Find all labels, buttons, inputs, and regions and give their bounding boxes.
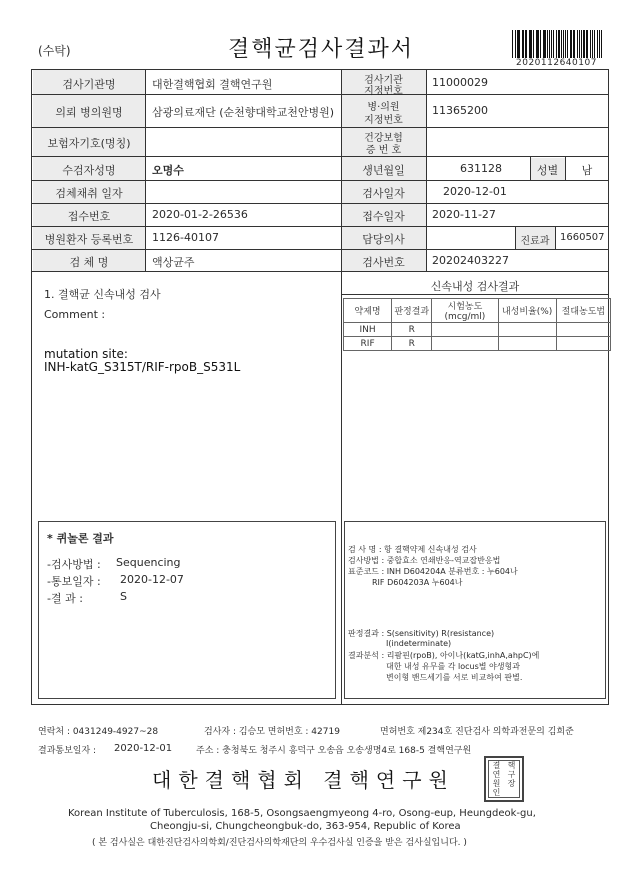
seal-char: 핵 (507, 761, 516, 770)
comment-label: Comment : (44, 308, 106, 321)
barcode-bar (529, 30, 530, 58)
insurer-label: 보험자기호(명칭) (47, 137, 131, 150)
barcode-bar (563, 30, 564, 58)
address-en-1: Korean Institute of Tuberculosis, 168-5, Osongsaengmyeong 4-ro, Osong-eup, Heungdeok-gu, (68, 808, 536, 819)
req-code-label-1: 병·의원 (367, 102, 400, 113)
barcode-bar (525, 30, 526, 58)
barcode-number: 2020112640107 (516, 58, 597, 68)
note-line: 결과분석 : 리팜핀(rpoB), 아이나(katG,inhA,ahpC)에 (348, 651, 540, 660)
sex-label: 성별 (536, 164, 559, 177)
note-line: 대한 내성 유무를 각 locus별 야생형과 (386, 662, 520, 671)
req-code-value: 11365200 (432, 104, 488, 117)
inst-code-value: 11000029 (432, 76, 488, 89)
note-line: 변이형 밴드세기를 서로 비교하여 판별. (386, 673, 523, 682)
barcode-bar (533, 30, 534, 58)
barcode-bar (567, 30, 568, 58)
quinolone-box (38, 521, 336, 699)
req-code-label-2: 지정번호 (364, 115, 403, 126)
barcode-bar (583, 30, 584, 58)
barcode-bar (579, 30, 580, 58)
patient-label: 수검자성명 (62, 164, 116, 177)
susceptibility-table (343, 298, 611, 351)
sex-value: 남 (581, 164, 593, 177)
specimen-value: 액상균주 (152, 256, 195, 269)
barcode-bar (599, 30, 600, 58)
test-no-label: 검사번호 (362, 256, 405, 269)
barcode-bar (594, 30, 596, 58)
barcode-bar (573, 30, 575, 58)
report-date-value: 2020-12-01 (114, 743, 173, 754)
receipt-date-value: 2020-11-27 (432, 208, 496, 221)
doctor-label: 담당의사 (362, 233, 405, 246)
barcode-bar (518, 30, 519, 58)
report-date-label: 결과통보일자 : (38, 746, 97, 756)
method-label: -검사방법 : (47, 558, 101, 571)
health-label-1: 건강보험 (364, 133, 403, 144)
barcode-bar (581, 30, 582, 58)
barcode-bar (590, 30, 591, 58)
req-value: 삼광의료재단 (순천향대학교천안병원) (152, 106, 335, 119)
seal-char: 결 (492, 761, 501, 770)
receipt-no-label: 접수번호 (67, 210, 111, 223)
barcode-bar (601, 30, 602, 58)
note-line: 판정결과 : S(sensitivity) R(resistance) (348, 629, 495, 638)
specimen-label: 검 체 명 (69, 256, 109, 269)
result-rif: R (392, 337, 432, 351)
barcode-bar (597, 30, 598, 58)
barcode-bar (587, 30, 588, 58)
address-en-2: Cheongju-si, Chungcheongbuk-do, 363-954, Republic of Korea (150, 821, 461, 832)
barcode-bar (515, 30, 516, 58)
method-value: Sequencing (116, 556, 181, 569)
inst-code-label-1: 검사기관 (364, 75, 403, 86)
hosp-no-value: 1126-40107 (152, 231, 219, 244)
barcode-bar (540, 30, 541, 58)
note-line: 검사방법 : 중합효소 연쇄반응-역교잡반응법 (348, 556, 501, 565)
col-conc: 시험농도(mcg/ml) (432, 299, 498, 323)
barcode-bar (553, 30, 554, 58)
quinolone-title: * 퀴놀론 결과 (47, 532, 114, 545)
test-date-value: 2020-12-01 (443, 185, 507, 198)
barcode-bar (530, 30, 531, 58)
note-line: I(indeterminate) (386, 639, 452, 648)
barcode-bar (592, 30, 593, 58)
patient-value: 오명수 (152, 164, 184, 177)
barcode-bar (549, 30, 550, 58)
barcode-bar (512, 30, 513, 58)
report-label: -통보일자 : (47, 575, 101, 588)
mutation-label: mutation site: (44, 347, 128, 361)
right-panel-title: 신속내성 검사결과 (430, 280, 520, 293)
note-line: 표준코드 : INH D604204A 분류번호 : 누604나 (348, 567, 518, 576)
dept-value: 1660507 (560, 232, 605, 243)
inspector: 검사자 : 김승모 면허번호 : 42719 (204, 727, 340, 737)
page-title: 결핵균검사결과서 (228, 37, 415, 62)
col-ratio: 내성비율(%) (498, 299, 556, 323)
barcode-bar (571, 30, 572, 58)
barcode-bar (517, 30, 518, 58)
col-absolute: 절대농도법 (556, 299, 610, 323)
seal-char: 구 (507, 770, 516, 779)
hosp-no-label: 병원환자 등록번호 (44, 233, 134, 246)
barcode-bar (570, 30, 571, 58)
dob-value: 631128 (460, 162, 502, 175)
seal-char: 장 (507, 779, 516, 788)
barcode-bar (537, 30, 539, 58)
drug-inh: INH (344, 323, 392, 337)
barcode-bar (522, 30, 524, 58)
seal-char: 인 (492, 788, 501, 797)
inst-value: 대한결핵협회 결핵연구원 (152, 78, 273, 91)
note-line: RIF D604203A 누604나 (372, 578, 463, 587)
barcode-bar (561, 30, 562, 58)
col-result: 판정결과 (392, 299, 432, 323)
req-label: 의뢰 병의원명 (55, 106, 123, 119)
dept-label: 진료과 (520, 236, 550, 247)
result-inh: R (392, 323, 432, 337)
drug-rif: RIF (344, 337, 392, 351)
contact: 연락처 : 0431249-4927~28 (38, 727, 159, 737)
inst-code-label-2: 지정번호 (364, 86, 403, 97)
test-date-label: 검사일자 (362, 187, 405, 200)
barcode (512, 30, 604, 58)
inst-label: 검사기관명 (62, 78, 116, 91)
barcode-bar (543, 30, 544, 58)
receipt-no-value: 2020-01-2-26536 (152, 208, 248, 221)
mutation-value: INH-katG_S315T/RIF-rpoB_S531L (44, 360, 241, 374)
result-value: S (120, 590, 127, 603)
address-kr: 주소 : 충청북도 청주시 흥덕구 오송읍 오송생명4로 168-5 결핵연구원 (196, 746, 472, 756)
barcode-bar (558, 30, 560, 58)
seal-char: 원 (492, 779, 501, 788)
col-drug: 약제명 (344, 299, 392, 323)
seal-stamp (484, 756, 524, 802)
left-section-title: 1. 결핵균 신속내성 검사 (44, 288, 161, 301)
barcode-bar (556, 30, 557, 58)
barcode-bar (551, 30, 552, 58)
barcode-bar (536, 30, 537, 58)
barcode-bar (565, 30, 566, 58)
receipt-date-label: 접수일자 (362, 210, 405, 223)
license: 면허번호 제234호 진단검사 의학과전문의 김희준 (380, 727, 574, 737)
barcode-bar (547, 30, 548, 58)
barcode-bar (544, 30, 545, 58)
note-line: 검 사 명 : 항 결핵약제 신속내성 검사 (348, 545, 477, 554)
org-name: 대한결핵협회 결핵연구원 (152, 768, 455, 792)
barcode-bar (586, 30, 587, 58)
footer-notice: ( 본 검사실은 대한진단검사의학회/진단검사의학재단의 우수검사실 인증을 받은 검사실입니다. ) (92, 838, 467, 848)
test-no-value: 20202403227 (432, 254, 509, 267)
report-value: 2020-12-07 (120, 573, 184, 586)
health-label-2: 증 번 호 (365, 145, 402, 156)
dob-label: 생년월일 (362, 164, 405, 177)
seal-char: 연 (492, 770, 501, 779)
barcode-bar (577, 30, 578, 58)
barcode-bar (526, 30, 527, 58)
copy-label: (수탁) (38, 44, 71, 58)
collect-label: 검체채취 일자 (55, 187, 123, 200)
result-label: -결 과 : (47, 592, 83, 605)
